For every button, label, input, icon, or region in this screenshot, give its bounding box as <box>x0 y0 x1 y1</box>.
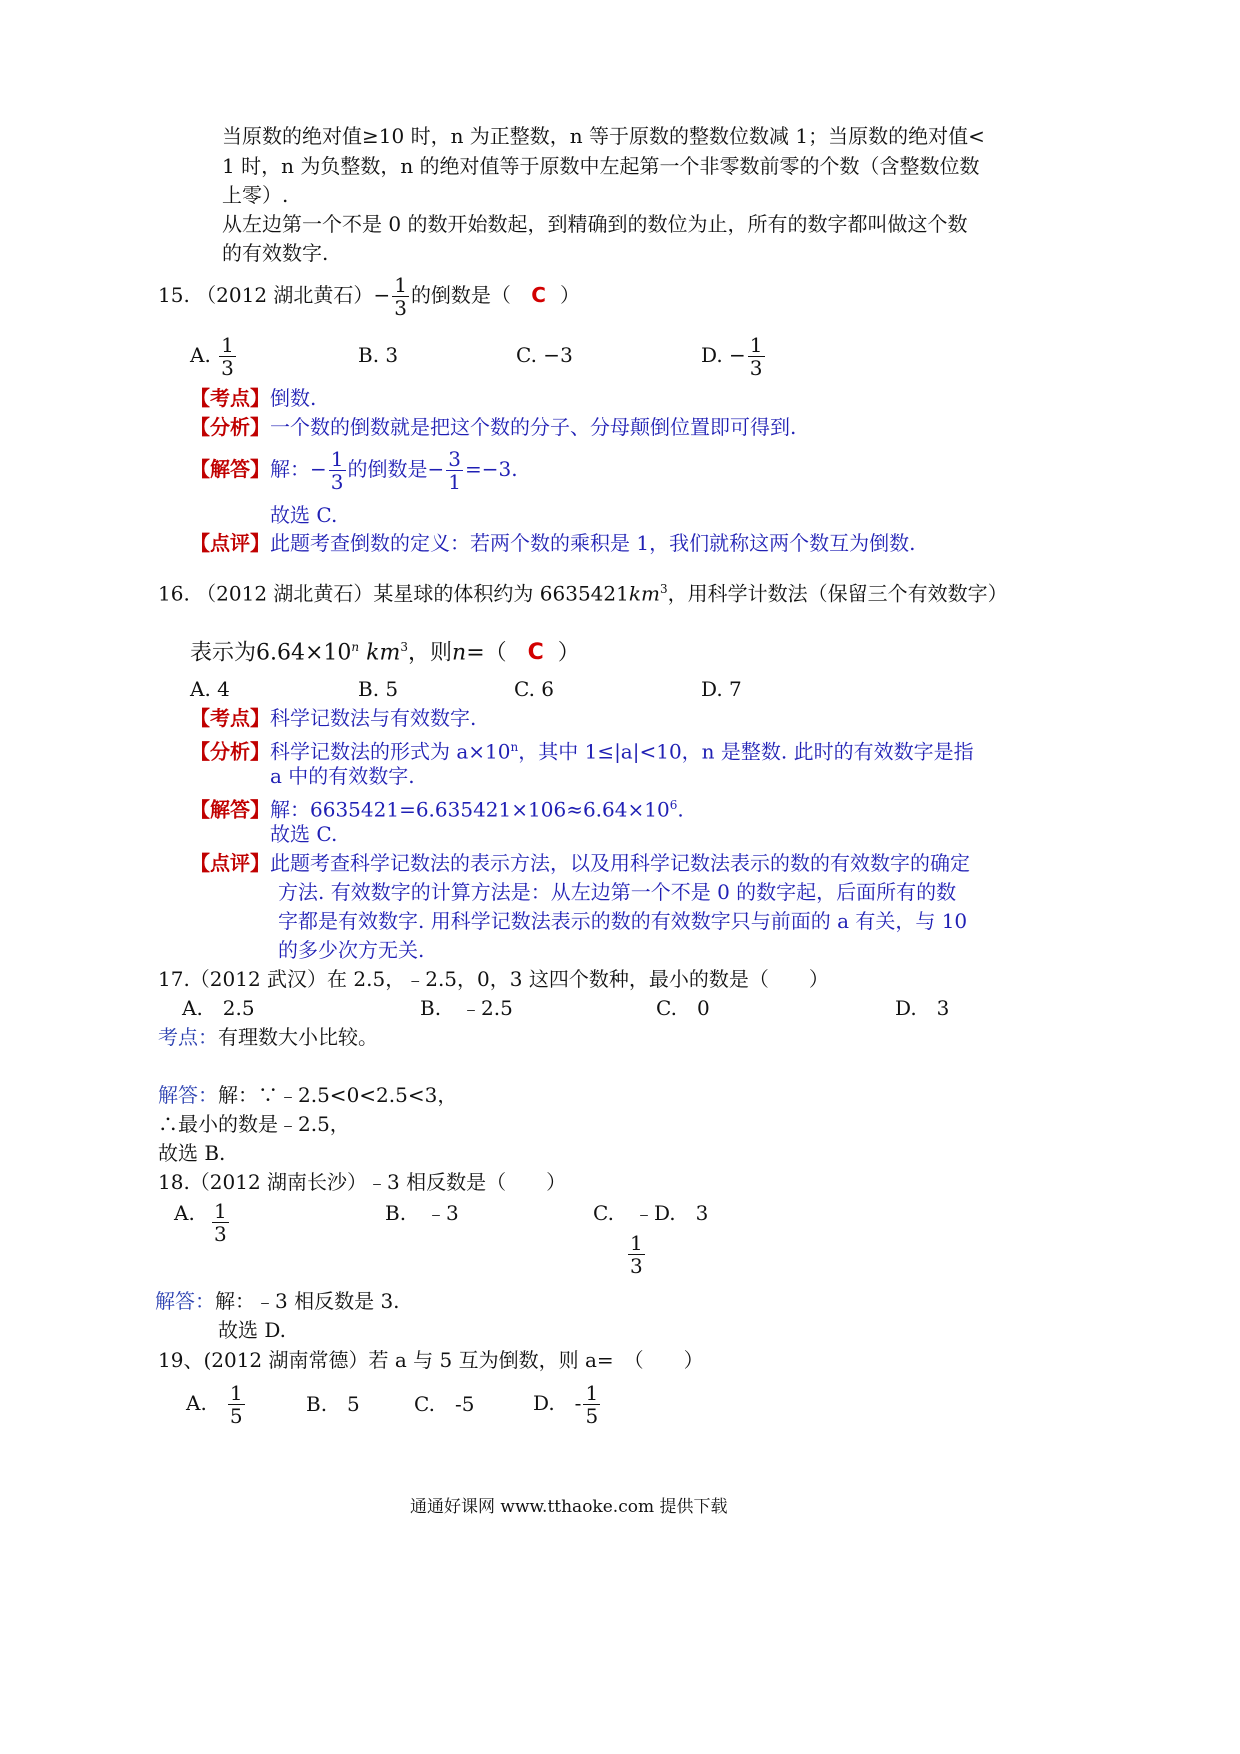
q16-guxuan: 故选 C. <box>270 822 338 846</box>
q16-dianping-line-4: 的多少次方无关. <box>278 938 425 962</box>
q16-option-c: C. 6 <box>514 677 555 701</box>
q16-jieda: 【解答】解：$6635421=6.635421\times 106\approx 6.64\times 10^6$. <box>190 797 684 822</box>
q18-option-b: B. ﹣3 <box>385 1201 459 1225</box>
q16-answer: C <box>527 640 544 666</box>
q16-stem-line-1: 16. （2012 湖北黄石）某星球的体积约为 $6635421km^3$，用科学计数法（保留三个有效数字） <box>158 581 1008 606</box>
q15-kaodian: 【考点】倒数. <box>190 386 317 410</box>
q17-kaodian: 考点：有理数大小比较。 <box>158 1025 378 1049</box>
q18-option-a-label: A. <box>174 1201 195 1225</box>
q17-jieda: 解答：解：∵﹣2.5<0<2.5<3， <box>158 1083 458 1107</box>
q17-jieda-line-2: ∴最小的数是﹣2.5， <box>158 1112 350 1136</box>
q19-option-b: B. 5 <box>306 1392 360 1416</box>
intro-line-5: 的有效数字. <box>222 241 329 265</box>
q19-option-d: D. - $\frac{1}{5}$ <box>533 1381 599 1428</box>
q18-option-c-d: C. ﹣D. 3 <box>593 1201 709 1225</box>
page-footer: 通通好课网 www.tthaoke.com 提供下载 <box>410 1497 728 1517</box>
q15-option-c: C. −3 <box>516 343 573 367</box>
q19-option-c: C. -5 <box>414 1392 475 1416</box>
q17-option-b: B. ﹣2.5 <box>420 996 513 1020</box>
q16-option-d: D. 7 <box>701 677 742 701</box>
q16-dianping-line-2: 方法. 有效数字的计算方法是：从左边第一个不是 0 的数字起，后面所有的数 <box>278 880 957 904</box>
q16-option-b: B. 5 <box>358 677 399 701</box>
intro-line-4: 从左边第一个不是 0 的数开始数起，到精确到的数位为止，所有的数字都叫做这个数 <box>222 212 968 236</box>
intro-line-3: 上零）. <box>222 183 289 207</box>
q16-dianping-line-3: 字都是有效数字. 用科学记数法表示的数的有效数字只与前面的 a 有关，与 10 <box>278 909 968 933</box>
q16-dianping-line-1: 【点评】此题考查科学记数法的表示方法，以及用科学记数法表示的数的有效数字的确定 <box>190 851 970 875</box>
q18-jieda: 解答：解：﹣3 相反数是 3. <box>155 1289 400 1313</box>
intro-line-1: 当原数的绝对值≥10 时，n 为正整数，n 等于原数的整数位数减 1；当原数的绝对值< <box>222 124 985 148</box>
q18-option-a-fraction: $\frac{1}{3}$ <box>214 1199 227 1246</box>
q16-option-a: A. 4 <box>190 677 230 701</box>
q15-option-d: D. − $\frac{1}{3}$ <box>701 333 763 380</box>
q17-option-c: C. 0 <box>656 996 710 1020</box>
q15-guxuan: 故选 C. <box>270 503 338 527</box>
q17-stem: 17.（2012 武汉）在 2.5，﹣2.5，0，3 这四个数种，最小的数是（ ） <box>158 967 829 991</box>
q17-option-d: D. 3 <box>895 996 950 1020</box>
q18-option-c-fraction: $\frac{1}{3}$ <box>630 1231 643 1278</box>
q19-option-a: A. $\frac{1}{5}$ <box>186 1381 243 1428</box>
q15-jieda: 【解答】解：− $\frac{1}{3}$ 的倒数是− $\frac{3}{1}$ =−3. <box>190 447 518 494</box>
q16-kaodian: 【考点】科学记数法与有效数字. <box>190 706 477 730</box>
q16-fenxi-line-1: 【分析】科学记数法的形式为 $a\times 10^n$，其中 1≤|a|<10，n 是整数. 此时的有效数字是指 <box>190 739 974 764</box>
q15-option-b: B. 3 <box>358 343 399 367</box>
q15-fenxi: 【分析】一个数的倒数就是把这个数的分子、分母颠倒位置即可得到. <box>190 415 797 439</box>
q17-guxuan: 故选 B. <box>158 1141 226 1165</box>
q16-fenxi-line-2: a 中的有效数字. <box>270 764 415 788</box>
q15-dianping: 【点评】此题考查倒数的定义：若两个数的乘积是 1，我们就称这两个数互为倒数. <box>190 531 916 555</box>
q17-option-a: A. 2.5 <box>182 996 255 1020</box>
q18-stem: 18.（2012 湖南长沙）﹣3 相反数是（ ） <box>158 1170 567 1194</box>
q15-stem: 15. （2012 湖北黄石）− $\frac{1}{3}$ 的倒数是（ C ） <box>158 273 580 320</box>
q15-answer: C <box>531 283 546 307</box>
q18-guxuan: 故选 D. <box>218 1318 287 1342</box>
q15-fraction: $\frac{1}{3}$ <box>394 273 407 320</box>
intro-line-2: 1 时，n 为负整数，n 的绝对值等于原数中左起第一个非零数前零的个数（含整数位数 <box>222 154 980 178</box>
q15-option-a: A. $\frac{1}{3}$ <box>190 333 234 380</box>
q19-stem: 19、(2012 湖南常德）若 a 与 5 互为倒数，则 a= （ ） <box>158 1348 704 1372</box>
q16-stem-line-2: 表示为$6.64\times 10^n$ $km^3$，则n=（ C ） <box>190 640 580 666</box>
